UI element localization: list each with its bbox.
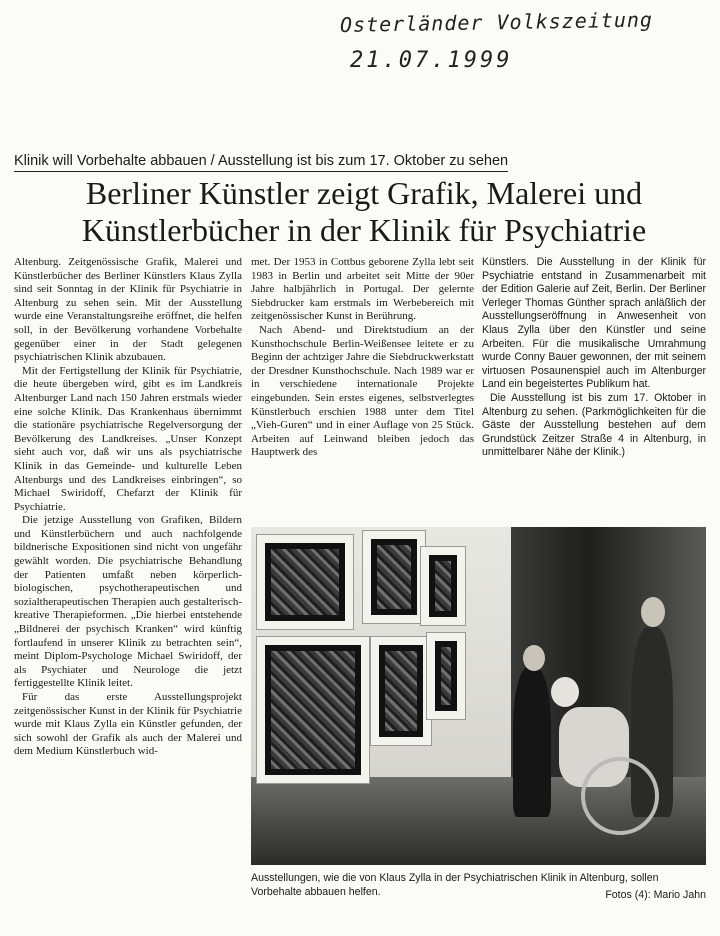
paragraph: Die Ausstellung ist bis zum 17. Oktober in Altenburg zu sehen. (Parkmöglichkeiten für die Gäste der Ausstellung bestehen auf dem Grundstück Zeitzer Straße 4 in Altenburg, in unmittelbarer Nähe der Klinik.) — [482, 391, 706, 459]
headline: Berliner Künstler zeigt Grafik, Malerei und Künstlerbücher in der Klinik für Psychiatrie — [81, 175, 647, 248]
artwork-image — [257, 535, 353, 629]
photo-caption: Ausstellungen, wie die von Klaus Zylla in der Psychiatrischen Klinik in Altenburg, sollen Vorbehalte abbauen helfen. — [251, 872, 659, 898]
paragraph: Künstlers. Die Ausstellung in der Klinik für Psychiatrie entstand in Zusammenarbeit mit der Edition Galerie auf Zeit, Berlin. Der Berliner Verleger Thomas Günther sprach anläßlich der Ausstellungseröffnung in Anwesenheit von Klaus Zylla über den Künstler und seine Arbeiten. Für die musikalische Umrahmung wurde Conny Bauer gewonnen, der mit seinem virtuosen Posaunenspiel auch im Altenburger Land ein begeistertes Publikum hat. — [482, 256, 706, 391]
paragraph: Die jetzige Ausstellung von Grafiken, Bildern und Künstlerbüchern und auch nachfolgende bildnerische Expositionen sind nicht von ungefähr gewählt worden. Die psychiatrische Behandlung der Patienten umfaßt neben körperlich-biologischen, psychotherapeutischen und sozialtherapeutischen Therapien auch gestalterisch-kreative Therapieformen. „Die hierbei entstehende „Bildnerei der psychisch Kranken“ wird künftig fortlaufend in unserer Klinik zu betrachten sein“, meint Diplom-Psychologe Michael Swiridoff, der als Psychiater und Neurologe die jetzt fertiggestellte Klinik leitet. — [14, 514, 242, 690]
visitor-head — [641, 597, 665, 627]
kicker-line: Klinik will Vorbehalte abbauen / Ausstellung ist bis zum 17. Oktober zu sehen — [14, 153, 508, 172]
column-1 — [14, 256, 242, 896]
handwritten-source: Osterländer Volkszeitung — [339, 7, 654, 37]
handwritten-date: 21.07.1999 — [350, 48, 513, 73]
artwork-image — [421, 547, 465, 625]
paragraph: Für das erste Ausstellungsprojekt zeitgenössischer Kunst in der Klinik für Psychiatrie wurde mit Klaus Zylla ein Künstler gefunden, der sich sowohl der Grafik als auch der Malerei und dem Medium Künstlerbuch wid- — [14, 691, 242, 758]
visitor-head — [523, 645, 545, 671]
visitor-figure — [513, 667, 551, 817]
photo-credit: Fotos (4): Mario Jahn — [605, 889, 706, 901]
artwork-image — [371, 637, 431, 745]
paragraph: Altenburg. Zeitgenössische Grafik, Malerei und Künstlerbücher des Berliner Künstlers Klaus Zylla sind seit Sonntag in der Klinik für Psychiatrie in Altenburg zu sehen sein. Mit der Ausstellung wurde eine Veranstaltungsreihe eröffnet, die helfen soll, in der Bevölkerung vorhandene Vorbehalte gegenüber einer in der Stadt gelegenen psychiatrischen Klinik abzubauen. — [14, 256, 242, 364]
seated-person-head — [551, 677, 579, 707]
column-2 — [251, 256, 474, 526]
artwork-image — [427, 633, 465, 719]
wheelchair-wheel — [581, 757, 659, 835]
paragraph: Mit der Fertigstellung der Klinik für Psychiatrie, die heute übergeben wird, gibt es im Landkreis Altenburger Land nach 150 Jahren erstmals wieder eine solche Klinik. Das Krankenhaus übernimmt die stationäre psychiatrische Regelversorgung der Bevölkerung des Landkreises. „Unser Konzept sieht auch vor, daß wir uns als psychiatrische Klinik in das Gemeinde- und kulturelle Leben Altenburgs und des Landkreises einbringen“, so Michael Swiridoff, Chefarzt der Klinik für Psychiatrie. — [14, 364, 242, 513]
artwork-image — [257, 637, 369, 783]
paragraph: met. Der 1953 in Cottbus geborene Zylla lebt seit 1983 in Berlin und arbeitet seit Mitte der 90er Jahre halbjährlich in Portugal. Der gelernte Siebdrucker kam erstmals im Werbebereich mit zeitgenössischer Kunst in Berührung. — [251, 256, 474, 323]
exhibition-photo — [251, 527, 706, 865]
handwritten-note — [339, 7, 680, 73]
paragraph: Nach Abend- und Direktstudium an der Kunsthochschule Berlin-Weißensee leitete er zu Beginn der achtziger Jahre die Siebdruckwerkstatt der Dresdner Kunsthochschule. Nach 1989 war er in verschiedene internationale Projekte eingebunden. Sein erstes eigenes, selbstverlegtes Künstlerbuch erschien 1988 unter dem Titel „Vieh-Guren“ und in einer Auflage von 25 Stück. Arbeiten auf Leinwand bleiben jedoch das Hauptwerk des — [251, 323, 474, 459]
column-3 — [482, 256, 706, 516]
artwork-image — [363, 531, 425, 623]
